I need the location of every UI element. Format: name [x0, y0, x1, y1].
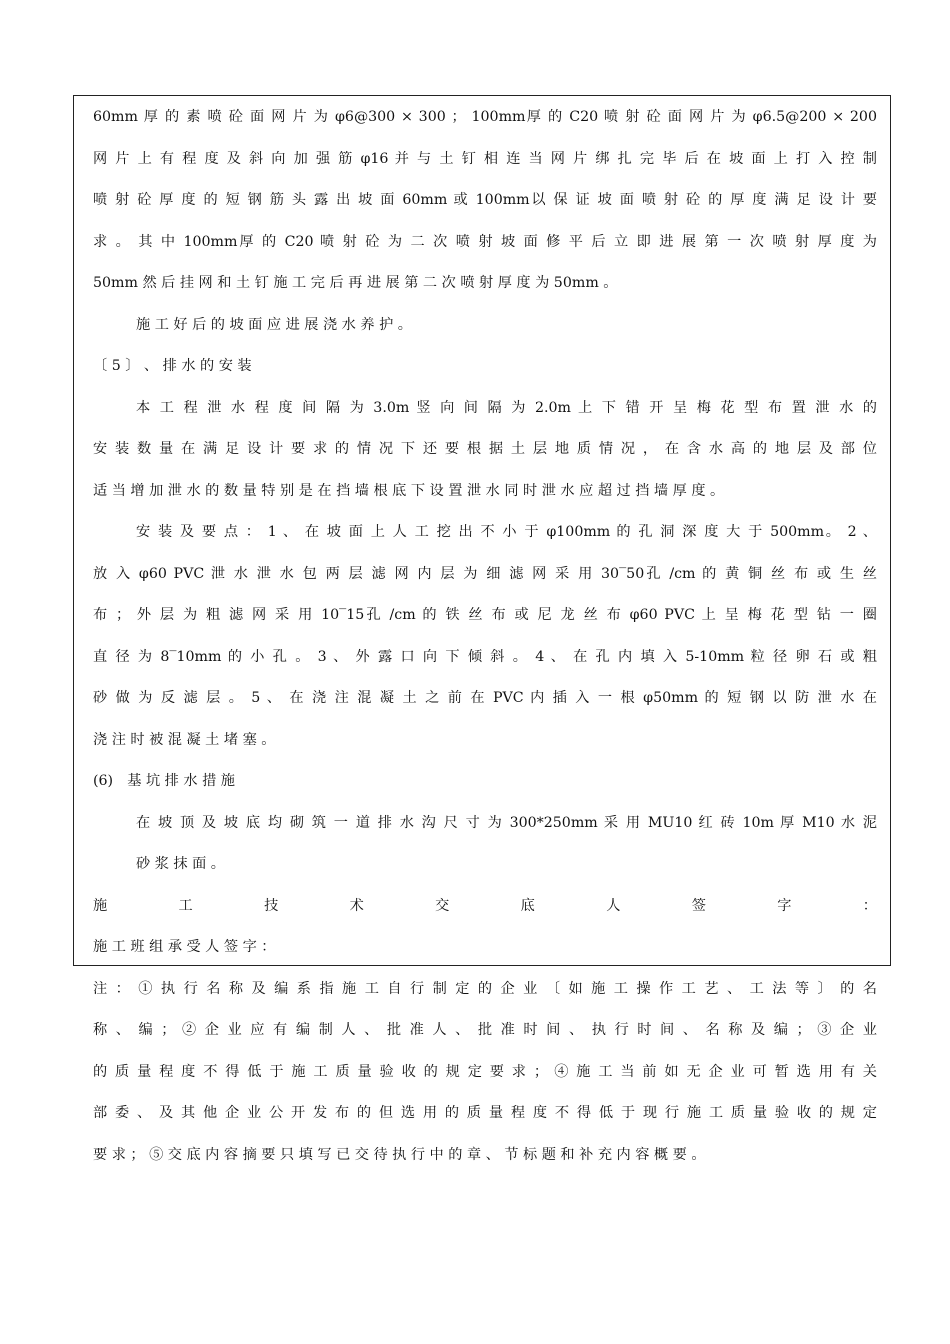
body-line: 砂 做 为 反 滤 层 。 5 、 在 浇 注 混 凝 土 之 前 在 PVC 内 插 入 一 根 φ50mm 的 短 钢 以 防 泄 水 在 [93, 690, 877, 706]
body-line: 网 片 上 有 程 度 及 斜 向 加 强 筋 φ16 并 与 土 钉 相 连 当 网 片 绑 扎 完 毕 后 在 坡 面 上 打 入 控 制 [93, 151, 877, 167]
body-line: 喷 射 砼 厚 度 的 短 钢 筋 头 露 出 坡 面 60mm 或 100mm以 保 证 坡 面 喷 射 砼 的 厚 度 满 足 设 计 要 [93, 192, 877, 208]
body-line: 求 。 其 中 100mm厚 的 C20 喷 射 砼 为 二 次 喷 射 坡 面 修 平 后 立 即 进 展 第 一 次 喷 射 厚 度 为 [93, 234, 877, 250]
body-line: 50mm 然 后 挂 网 和 土 钉 施 工 完 后 再 进 展 第 二 次 喷 射 厚 度 为 50mm 。 [93, 275, 618, 291]
body-line: 安 装 数 量 在 满 足 设 计 要 求 的 情 况 下 还 要 根 据 土 层 地 质 情 况 ， 在 含 水 高 的 地 层 及 部 位 [93, 441, 877, 457]
note-line: 注 ： ① 执 行 名 称 及 编 系 指 施 工 自 行 制 定 的 企 业 〔 如 施 工 操 作 工 艺 、 工 法 等 〕 的 名 [93, 981, 877, 997]
signature-team-receiver: 施 工 班 组 承 受 人 签 字 ： [93, 939, 276, 955]
body-line: 布 ； 外 层 为 粗 滤 网 采 用 10‾15孔 /cm 的 铁 丝 布 或 尼 龙 丝 布 φ60 PVC 上 呈 梅 花 型 钻 一 圈 [93, 607, 877, 623]
section-heading: 〔 5 〕 、 排 水 的 安 装 [93, 358, 252, 374]
note-line: 的 质 量 程 度 不 得 低 于 施 工 质 量 验 收 的 规 定 要 求 ； ④ 施 工 当 前 如 无 企 业 可 暂 选 用 有 关 [93, 1064, 877, 1080]
body-line: 60mm 厚 的 素 喷 砼 面 网 片 为 φ6@300 × 300 ； 100mm厚 的 C20 喷 射 砼 面 网 片 为 φ6.5@200 × 200 [93, 109, 877, 125]
note-line: 称 、 编 ； ② 企 业 应 有 编 制 人 、 批 准 人 、 批 准 时 间 、 执 行 时 间 、 名 称 及 编 ； ③ 企 业 [93, 1022, 877, 1038]
body-line: 安 装 及 要 点 ： 1 、 在 坡 面 上 人 工 挖 出 不 小 于 φ100mm 的 孔 洞 深 度 大 于 500mm。 2 、 [136, 524, 877, 540]
body-line: 适 当 增 加 泄 水 的 数 量 特 别 是 在 挡 墙 根 底 下 设 置 泄 水 同 时 泄 水 应 超 过 挡 墙 厚 度 。 [93, 483, 725, 499]
body-line: 在 坡 顶 及 坡 底 均 砌 筑 一 道 排 水 沟 尺 寸 为 300*250mm 采 用 MU10 红 砖 10m 厚 M10 水 泥 [136, 815, 877, 831]
note-line: 要 求 ； ⑤ 交 底 内 容 摘 要 只 填 写 已 交 待 执 行 中 的 章 、 节 标 题 和 补 充 内 容 概 要 。 [93, 1147, 706, 1163]
note-line: 部 委 、 及 其 他 企 业 公 开 发 布 的 但 选 用 的 质 量 程 度 不 得 低 于 现 行 施 工 质 量 验 收 的 规 定 [93, 1105, 877, 1121]
body-line: 砂 浆 抹 面 。 [136, 856, 225, 872]
body-line: 浇 注 时 被 混 凝 土 堵 塞 。 [93, 732, 276, 748]
body-line: 施 工 好 后 的 坡 面 应 进 展 浇 水 养 护 。 [136, 317, 412, 333]
body-line: 本 工 程 泄 水 程 度 间 隔 为 3.0m 竖 向 间 隔 为 2.0m 上 下 错 开 呈 梅 花 型 布 置 泄 水 的 [136, 400, 877, 416]
section-heading: (6) 基 坑 排 水 措 施 [93, 773, 235, 789]
body-line: 直 径 为 8‾10mm 的 小 孔 。 3 、 外 露 口 向 下 倾 斜 。 4 、 在 孔 内 填 入 5-10mm 粒 径 卵 石 或 粗 [93, 649, 877, 665]
signature-technical-briefer: 施 工 技 术 交 底 人 签 字 ： [93, 898, 877, 914]
body-line: 放 入 φ60 PVC 泄 水 泄 水 包 两 层 滤 网 内 层 为 细 滤 网 采 用 30‾50孔 /cm 的 黄 铜 丝 布 或 生 丝 [93, 566, 877, 582]
